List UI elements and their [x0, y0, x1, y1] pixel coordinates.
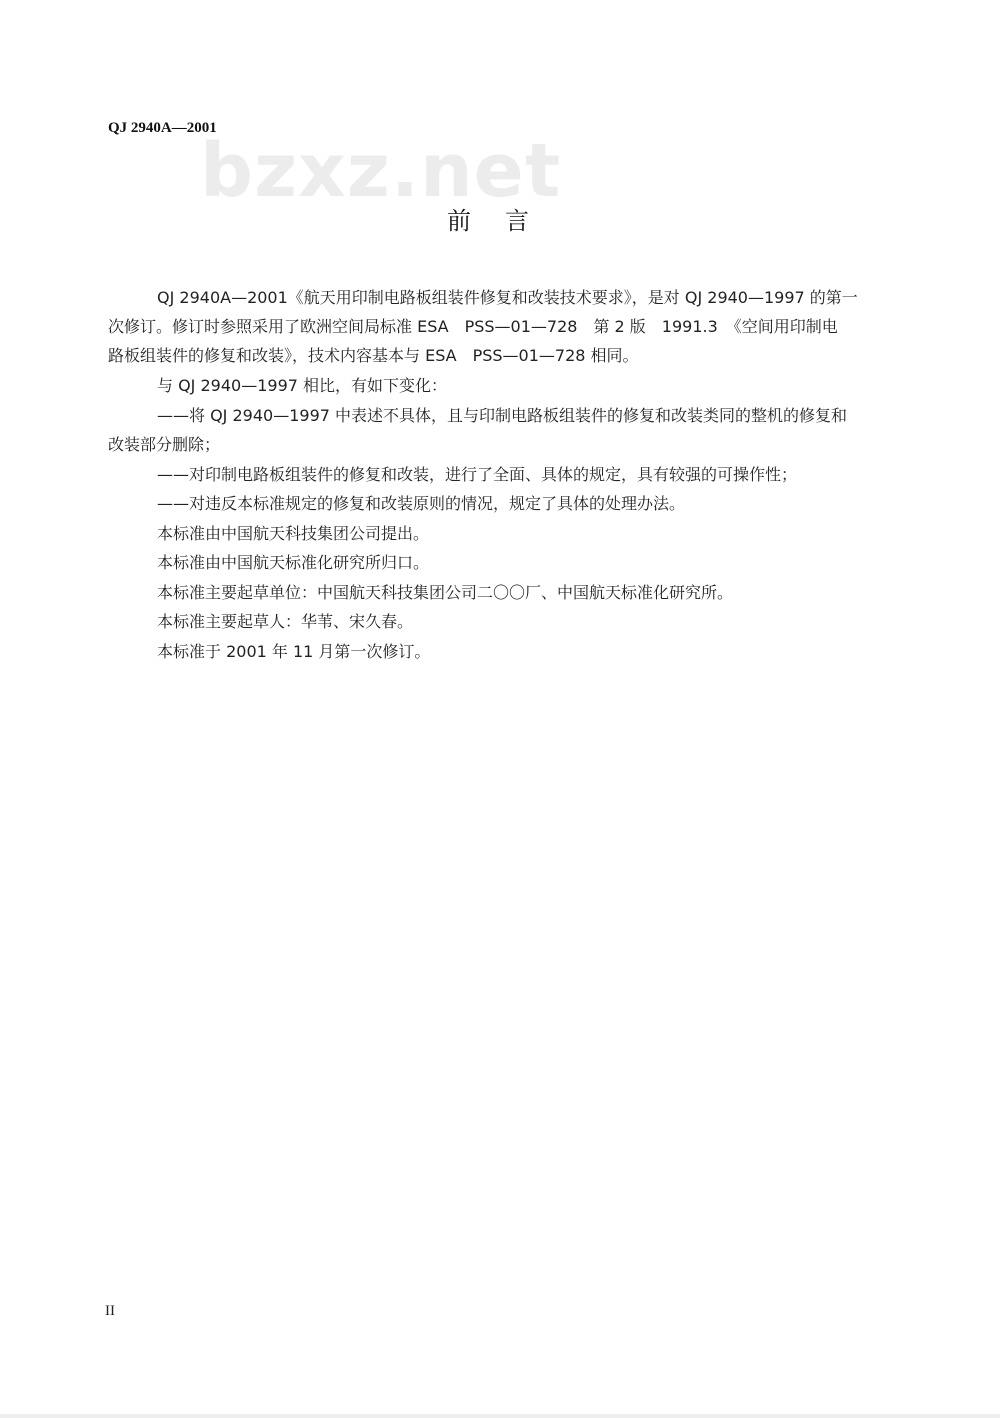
page-edge — [0, 1414, 1000, 1418]
text-line: 改装部分删除； — [108, 435, 221, 454]
text-line: 与 QJ 2940—1997 相比，有如下变化： — [157, 376, 448, 395]
page-number: II — [105, 1303, 115, 1319]
text-line: 本标准于 2001 年 11 月第一次修订。 — [157, 642, 431, 661]
text-line: 本标准由中国航天标准化研究所归口。 — [157, 553, 430, 572]
watermark: bzxz.net — [200, 128, 562, 214]
text-line: 本标准主要起草人：华苇、宋久春。 — [157, 612, 414, 631]
text-line: 本标准主要起草单位：中国航天科技集团公司二〇〇厂、中国航天标准化研究所。 — [157, 583, 734, 602]
page-title: 前言 — [447, 207, 563, 235]
standard-code-header: QJ 2940A—2001 — [108, 120, 217, 136]
text-line: 路板组装件的修复和改装》，技术内容基本与 ESA PSS—01—728 相同。 — [108, 346, 639, 365]
text-line: 本标准由中国航天科技集团公司提出。 — [157, 524, 430, 543]
text-line: ——将 QJ 2940—1997 中表述不具体，且与印制电路板组装件的修复和改装类同的整机的修复和 — [157, 406, 848, 425]
text-line: 次修订。修订时参照采用了欧洲空间局标准 ESA PSS—01—728 第 2 版 1991.3 《空间用印制电 — [108, 317, 838, 336]
text-line: ——对违反本标准规定的修复和改装原则的情况，规定了具体的处理办法。 — [157, 494, 686, 513]
text-line: QJ 2940A—2001《航天用印制电路板组装件修复和改装技术要求》，是对 QJ 2940—1997 的第一 — [157, 288, 858, 307]
text-line: ——对印制电路板组装件的修复和改装，进行了全面、具体的规定，具有较强的可操作性； — [157, 465, 798, 484]
